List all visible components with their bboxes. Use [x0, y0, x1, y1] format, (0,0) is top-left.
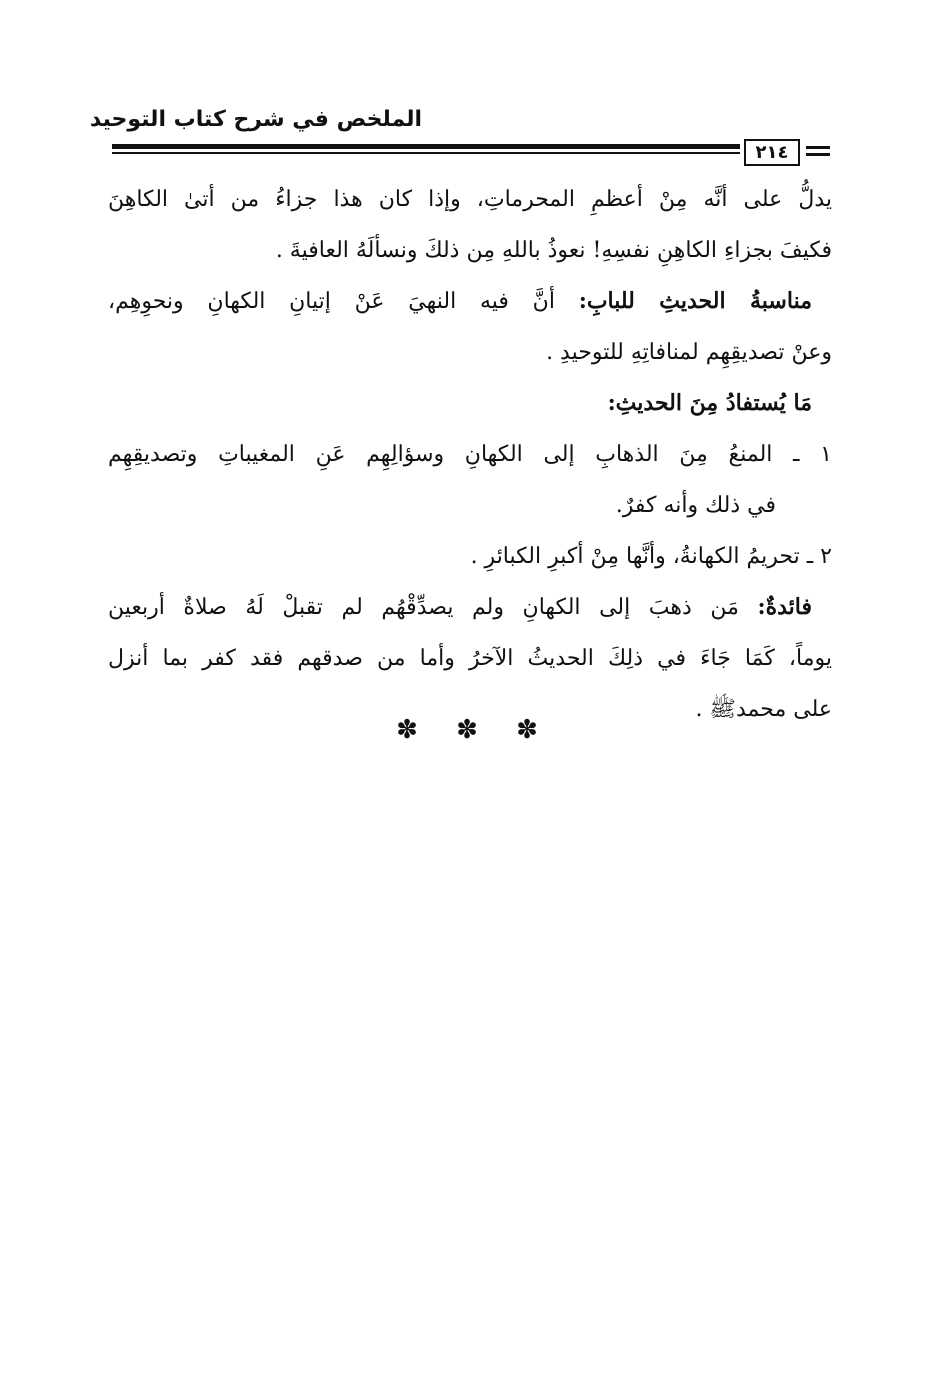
text-line-10: يوماً، كَمَا جَاءَ في ذلِكَ الحديثُ الآخرُ وأما من صدقهم فقد كفر بما أنزل: [108, 646, 832, 671]
separator-star-icon: ✽: [516, 715, 538, 745]
header-rule-thick: [112, 144, 740, 149]
text-line-1: يدلُّ على أنَّه مِنْ أعظمِ المحرماتِ، وإذا كان هذا جزاءُ من أتىٰ الكاهِنَ: [108, 187, 832, 212]
text-line-11: على محمدﷺ .: [695, 697, 832, 722]
header-side-rule-lower: [806, 153, 830, 156]
header-side-rule-upper: [806, 146, 830, 149]
section-separator: [392, 712, 542, 748]
section-label-relevance: مناسبةُ الحديثِ للبابِ:: [578, 288, 812, 314]
separator-star-icon: ✽: [396, 715, 418, 745]
header-rule-thin: [112, 152, 740, 154]
text-line-3: [108, 276, 832, 327]
page-number: ٢١٤: [744, 139, 800, 166]
text-line-2: فكيفَ بجزاءِ الكاهِنِ نفسِهِ! نعوذُ باللهِ مِن ذلكَ ونسألَهُ العافيةَ .: [275, 238, 832, 263]
section-text-relevance: أنَّ فيه النهيَ عَنْ إتيانِ الكهانِ ونحوِهِم،: [108, 289, 579, 314]
note-label: فائدةٌ:: [757, 594, 812, 620]
running-title: الملخص في شرح كتاب التوحيد: [89, 107, 422, 132]
list-item-2: ٢ ـ تحريمُ الكهانةُ، وأنَّها مِنْ أكبرِ الكبائرِ .: [470, 544, 832, 569]
note-text: مَن ذهبَ إلى الكهانِ ولم يصدِّقْهُم لم تقبلْ لَهُ صلاةٌ أربعين: [108, 595, 758, 620]
text-line-9: [108, 582, 832, 633]
section-heading-lessons: مَا يُستفادُ مِنَ الحديثِ:: [607, 390, 812, 416]
separator-star-icon: ✽: [456, 715, 478, 745]
text-line-4: وعنْ تصديقِهِم لمنافاتِهِ للتوحيدِ .: [546, 340, 832, 365]
list-item-1-continuation: في ذلك وأنه كفرٌ.: [615, 493, 776, 518]
body-text: [108, 174, 832, 735]
list-item-1: ١ ـ المنعُ مِنَ الذهابِ إلى الكهانِ وسؤالِهِم عَنِ المغيباتِ وتصديقِهِم: [108, 442, 832, 467]
